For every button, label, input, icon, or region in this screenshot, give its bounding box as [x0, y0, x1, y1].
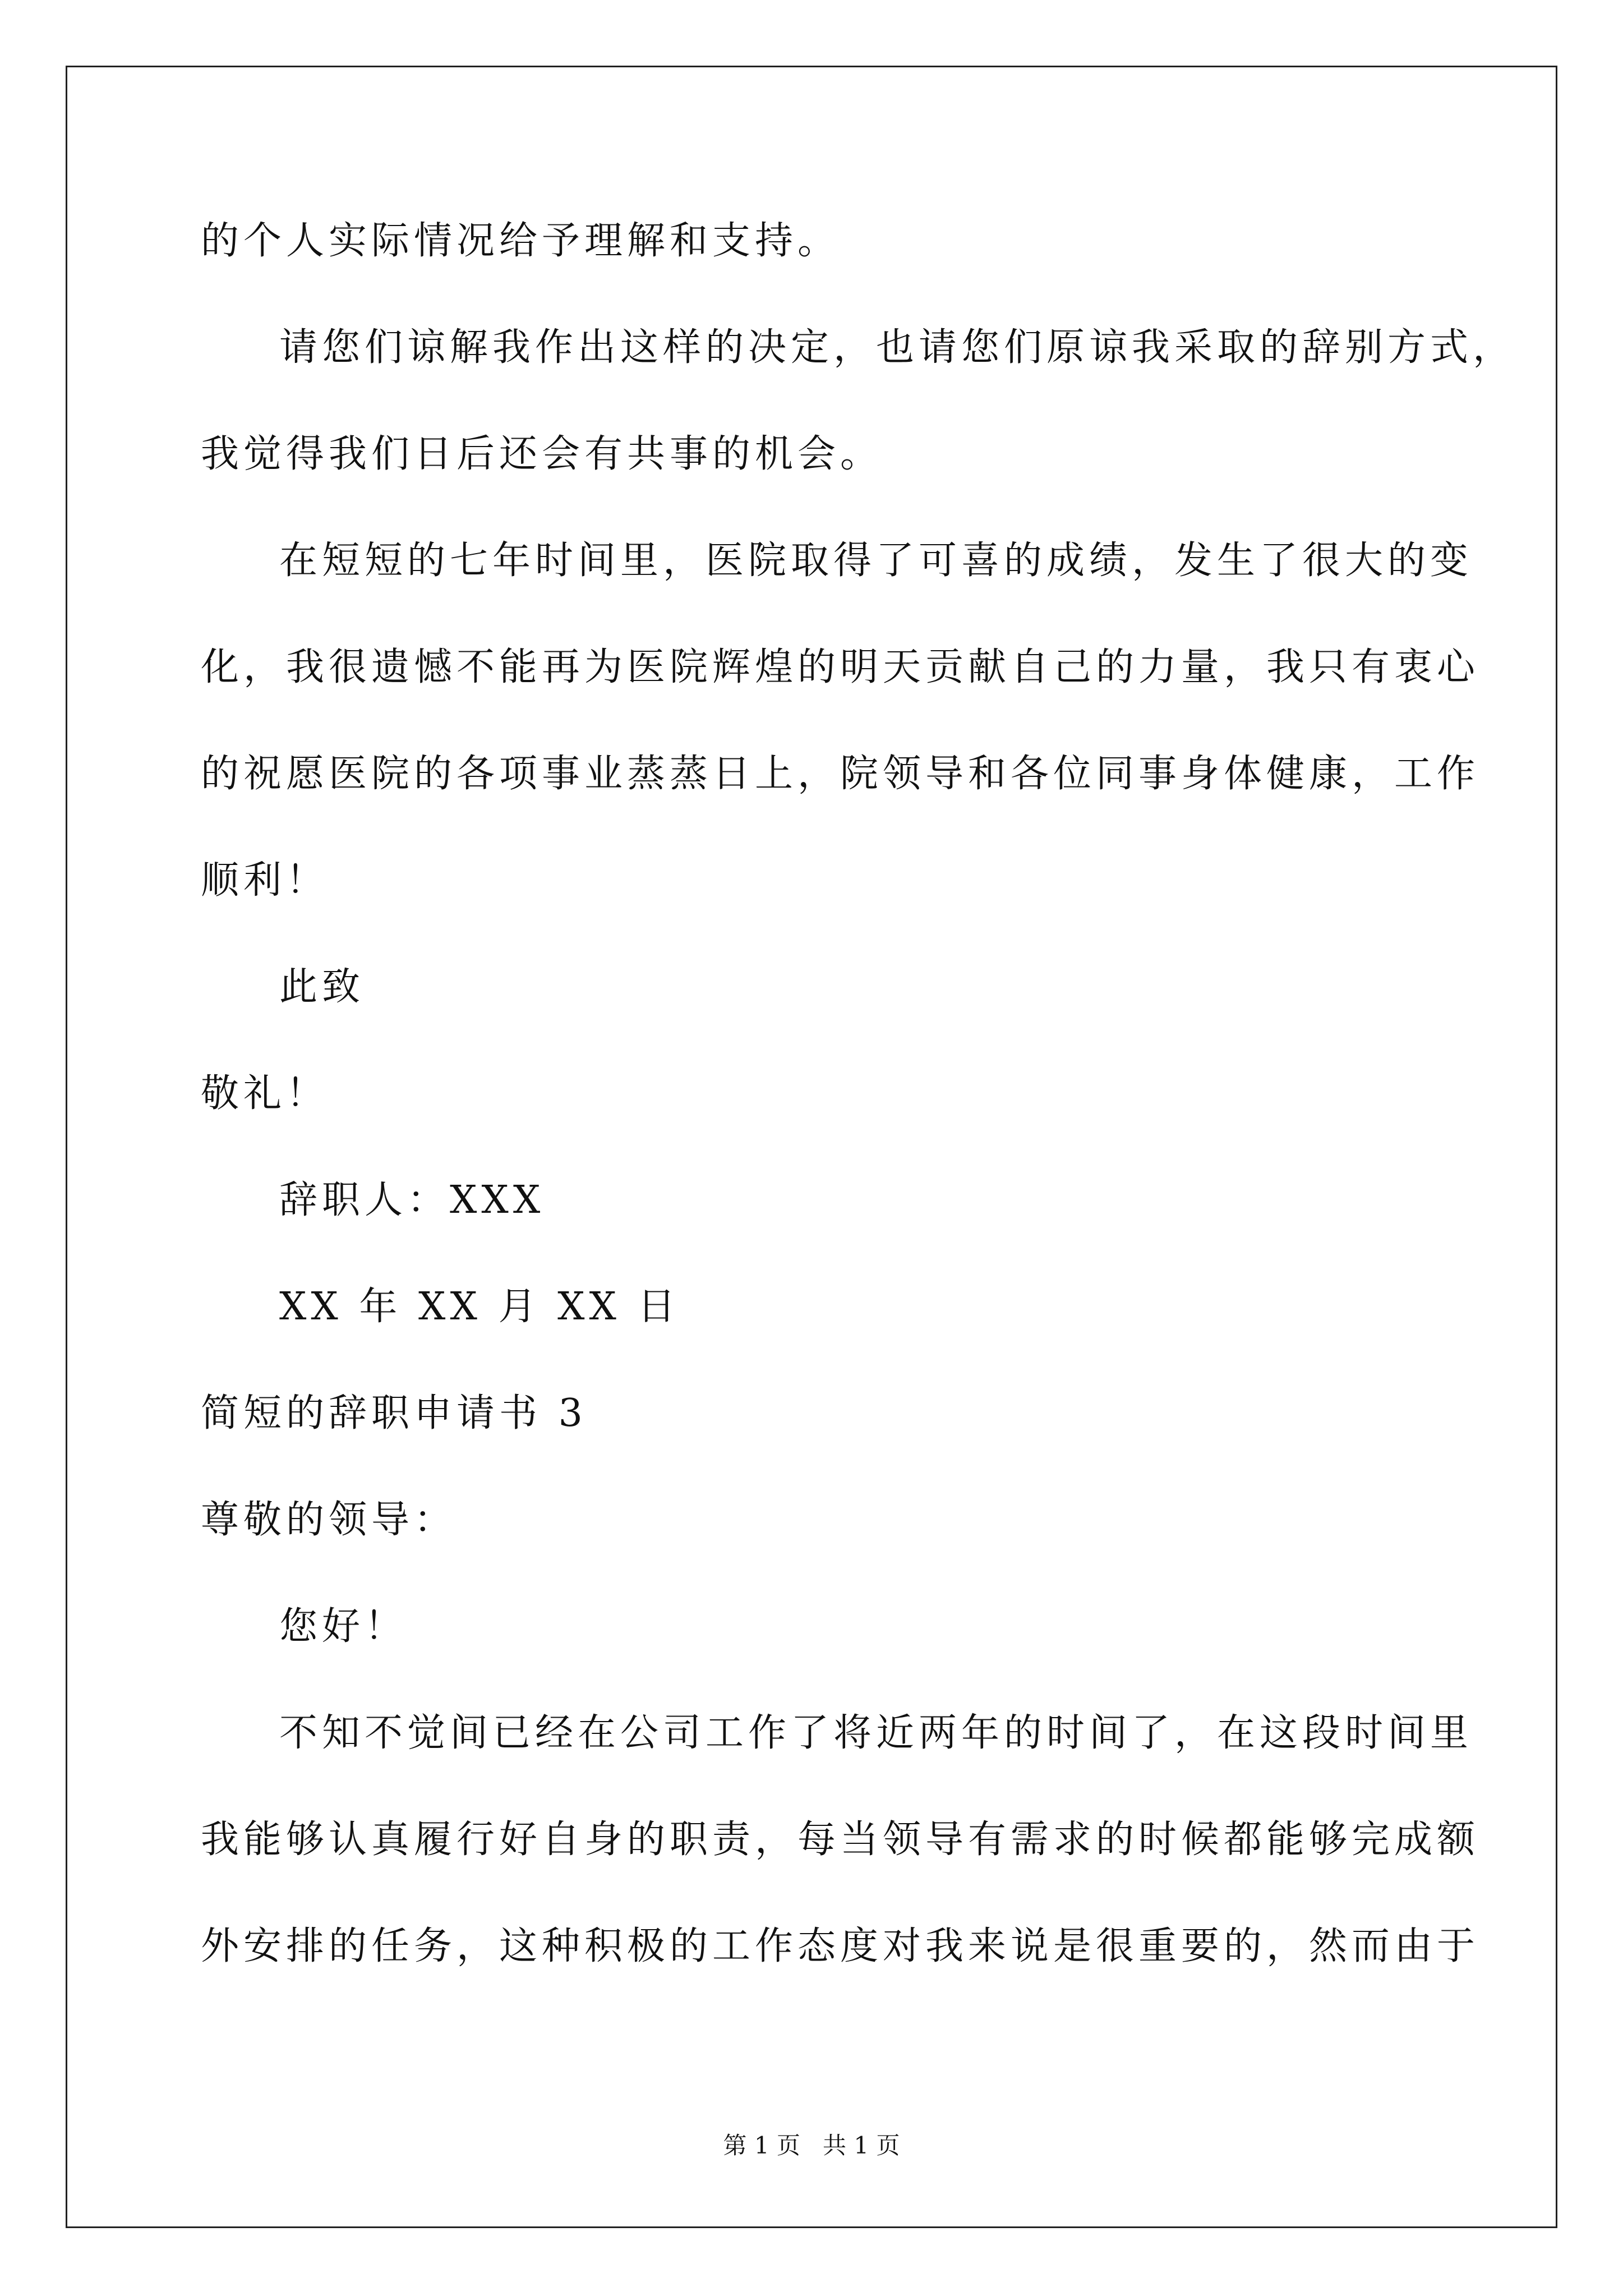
text-line: 我觉得我们日后还会有共事的机会。	[201, 432, 883, 476]
text-line: 辞职人：XXX	[279, 1178, 545, 1222]
page-footer: 第 1 页 共 1 页	[723, 2132, 900, 2159]
text-line: 的个人实际情况给予理解和支持。	[201, 219, 841, 263]
text-line: 此致	[279, 965, 365, 1009]
text-line: 请您们谅解我作出这样的决定，也请您们原谅我采取的辞别方式，	[279, 325, 1516, 370]
text-line: XX 年 XX 月 XX 日	[279, 1285, 680, 1329]
text-line: 顺利！	[201, 858, 329, 903]
page-border	[66, 66, 1557, 2228]
text-line: 尊敬的领导：	[201, 1498, 457, 1542]
text-line: 敬礼！	[201, 1071, 329, 1116]
text-line: 外安排的任务，这种积极的工作态度对我来说是很重要的，然而由于	[201, 1924, 1480, 1968]
text-line: 在短短的七年时间里，医院取得了可喜的成绩，发生了很大的变	[279, 539, 1473, 583]
text-line: 的祝愿医院的各项事业蒸蒸日上，院领导和各位同事身体健康，工作	[201, 752, 1480, 796]
section-title: 简短的辞职申请书 3	[201, 1391, 587, 1435]
text-line: 不知不觉间已经在公司工作了将近两年的时间了，在这段时间里	[279, 1711, 1473, 1755]
text-line: 化，我很遗憾不能再为医院辉煌的明天贡献自己的力量，我只有衷心	[201, 645, 1480, 689]
text-line: 您好！	[279, 1604, 408, 1649]
text-line: 我能够认真履行好自身的职责，每当领导有需求的时候都能够完成额	[201, 1818, 1480, 1862]
